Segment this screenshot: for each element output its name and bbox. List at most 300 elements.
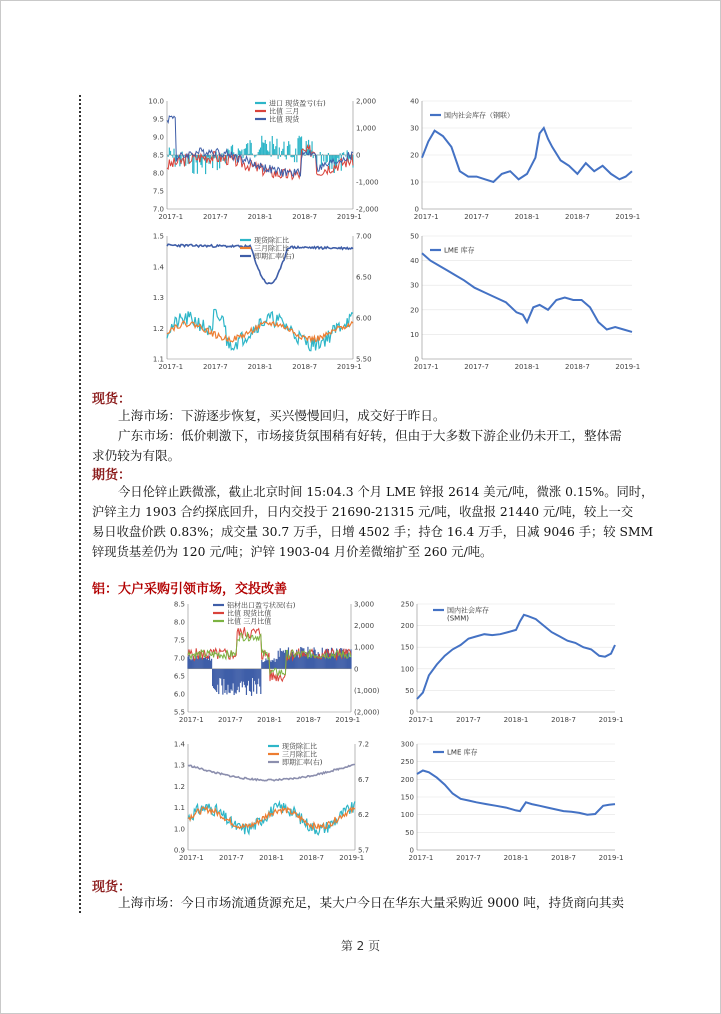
bar [259, 669, 260, 687]
chart-svg [145, 97, 385, 227]
zinc-futures-line3: 易日收盘价跌 0.83%；成交量 30.7 万手，日增 4502 手；持仓 16.4 万手，日减 9046 手；较 SMM [92, 525, 654, 539]
zinc-spot-heading: 现货： [92, 392, 132, 407]
bar [190, 660, 191, 669]
bar [283, 142, 284, 155]
y-tick-label: 200 [400, 622, 414, 631]
x-tick-label: 2017-7 [464, 363, 489, 371]
bar [172, 155, 173, 158]
legend-label: 比值 三月 [269, 107, 300, 116]
x-tick-label: 2018-7 [299, 854, 324, 862]
bar [340, 153, 341, 155]
legend-label: 进口 现货盈亏(右) [269, 99, 326, 108]
bar [258, 669, 259, 679]
bar [276, 139, 277, 155]
legend-label: (SMM) [447, 614, 469, 623]
aluminum-shanghai-market: 上海市场：今日市场流通货源充足，某大户今日在华东大量采购近 9000 吨，持货商向其卖 [118, 895, 625, 910]
bar [221, 669, 222, 686]
series-line [422, 253, 632, 332]
bar [244, 149, 245, 155]
bar [342, 153, 343, 155]
y-tick-label: 1.2 [173, 782, 185, 791]
y2-tick-label: 6.50 [356, 273, 372, 282]
bar [280, 155, 281, 157]
y-tick-label: 250 [400, 600, 414, 609]
bar [220, 669, 221, 679]
bar [296, 155, 297, 162]
bar [239, 150, 240, 155]
y2-tick-label: (2,000) [354, 708, 380, 717]
y-tick-label: 1.0 [173, 825, 185, 834]
bar [268, 152, 269, 155]
y-tick-label: 9.0 [152, 133, 164, 142]
bar [298, 657, 299, 668]
y-tick-label: 5.5 [173, 708, 185, 717]
zinc-futures-line4: 锌现货基差仍为 120 元/吨；沪锌 1903-04 月价差微缩扩至 260 元/吨。 [92, 545, 493, 559]
y-tick-label: 1.3 [152, 294, 164, 302]
chart-zinc-lme-inventory [400, 232, 640, 377]
x-tick-label: 2019-1 [336, 363, 362, 371]
bar [269, 141, 270, 155]
y-tick-label: 1.1 [152, 355, 164, 364]
legend-label: LME 库存 [447, 748, 478, 757]
x-tick-label: 2017-7 [202, 363, 228, 371]
bar [272, 660, 273, 668]
bar [254, 669, 255, 681]
bar [313, 155, 314, 158]
bar [235, 669, 236, 693]
bar [260, 669, 261, 694]
bar [271, 155, 272, 157]
bar [218, 669, 219, 694]
bar [244, 669, 245, 685]
bar [203, 658, 204, 669]
y-tick-label: 6.5 [173, 672, 185, 681]
y-tick-label: 1.2 [152, 324, 164, 333]
y2-tick-label: -1,000 [356, 178, 379, 187]
legend-label: 比值 现货 [269, 115, 300, 124]
bar [270, 662, 271, 669]
legend-label: 现货除汇比 [282, 742, 317, 751]
y2-tick-label: 6.2 [358, 811, 370, 820]
bar [321, 155, 322, 166]
bar [261, 660, 262, 669]
bar [251, 143, 252, 155]
chart-svg [393, 600, 623, 730]
bar [240, 669, 241, 683]
y-tick-label: 1.3 [173, 761, 185, 770]
chart-al-ratio [168, 600, 383, 730]
y2-tick-label: 6.7 [358, 775, 370, 784]
series-line [188, 765, 355, 781]
y2-tick-label: 3,000 [354, 600, 375, 609]
y-tick-label: 0 [409, 708, 414, 717]
chart-al-lme-inventory [393, 740, 623, 868]
bar [287, 146, 288, 155]
y-tick-label: 0 [414, 205, 419, 214]
y2-tick-label: 7.00 [356, 232, 372, 241]
y-tick-label: 100 [400, 665, 414, 674]
bar [242, 155, 243, 158]
bar [313, 647, 314, 668]
bar [228, 669, 229, 693]
legend-label: LME 库存 [444, 246, 475, 255]
bar [345, 155, 346, 157]
x-tick-label: 2017-1 [408, 716, 434, 724]
y-tick-label: 8.5 [173, 600, 185, 609]
bar [272, 136, 273, 155]
y-tick-label: 200 [400, 775, 414, 784]
y-tick-label: 8.5 [152, 151, 164, 160]
bar [216, 669, 217, 692]
bar [320, 152, 321, 155]
y2-tick-label: (1,000) [354, 686, 380, 695]
bar [249, 140, 250, 155]
y-tick-label: 20 [410, 306, 419, 315]
bar [168, 155, 169, 157]
chart-zinc-fx-ratio [145, 232, 385, 377]
y-tick-label: 0.9 [173, 846, 185, 855]
bar [288, 141, 289, 155]
bar [280, 648, 281, 669]
bar [266, 660, 267, 668]
bar [300, 137, 301, 155]
x-tick-label: 2018-7 [292, 213, 318, 221]
chart-svg [145, 232, 385, 377]
bar [248, 669, 249, 681]
legend-label: 比值 三月比值 [227, 617, 272, 626]
y-tick-label: 40 [410, 97, 419, 106]
y-tick-label: 30 [410, 281, 419, 290]
bar [230, 669, 231, 690]
bar [239, 669, 240, 692]
y-tick-label: 250 [400, 758, 414, 767]
chart-svg [393, 740, 623, 868]
bar [323, 656, 324, 669]
y-tick-label: 50 [405, 828, 414, 837]
bar [343, 152, 344, 155]
series-line [417, 771, 615, 815]
bar [293, 155, 294, 157]
bar [281, 651, 282, 669]
bar [229, 669, 230, 693]
bar [213, 669, 214, 688]
bar [263, 662, 264, 669]
bar [234, 669, 235, 695]
zinc-guangdong-line2: 求仍较为有限。 [92, 448, 181, 463]
bar [289, 144, 290, 155]
bar [256, 669, 257, 694]
legend-label: 三月除汇比 [282, 750, 317, 759]
bar [271, 660, 272, 669]
bar [266, 144, 267, 155]
bar [243, 669, 244, 682]
bar [274, 658, 275, 668]
bar [279, 657, 280, 669]
y-tick-label: 40 [410, 257, 419, 266]
y-tick-label: 7.5 [173, 636, 185, 645]
x-tick-label: 2017-7 [202, 213, 228, 221]
y2-tick-label: 2,000 [356, 97, 377, 106]
bar [251, 669, 252, 696]
bar [238, 148, 239, 155]
zinc-futures-heading: 期货： [92, 468, 132, 483]
bar [173, 149, 174, 155]
y2-tick-label: 5.50 [356, 355, 372, 364]
bar [245, 148, 246, 155]
y-tick-label: 20 [410, 151, 419, 160]
bar [297, 655, 298, 669]
bar [241, 669, 242, 682]
bar [225, 669, 226, 690]
bar [231, 669, 232, 691]
page-number: 第 2 页 [340, 939, 381, 953]
bar [282, 651, 283, 668]
y-tick-label: 150 [400, 643, 414, 652]
bar [193, 155, 194, 174]
series-line [167, 321, 353, 342]
bar [279, 147, 280, 155]
y-tick-label: 100 [400, 811, 414, 820]
bar [310, 658, 311, 669]
x-tick-label: 2019-1 [615, 213, 641, 221]
y2-tick-label: 2,000 [354, 622, 375, 631]
legend-label: 铝材出口盈亏状况(右) [227, 601, 296, 610]
bar [204, 658, 205, 669]
bar [263, 143, 264, 155]
bar [257, 669, 258, 684]
x-tick-label: 2018-7 [551, 716, 576, 724]
y2-tick-label: 5.7 [358, 846, 370, 855]
legend-label: 三月除汇比 [254, 244, 289, 253]
zinc-shanghai-market: 上海市场：下游逐步恢复，买兴慢慢回归，成交好于昨日。 [118, 408, 446, 423]
bar [284, 653, 285, 669]
x-tick-label: 2017-1 [178, 716, 204, 724]
x-tick-label: 2017-1 [158, 363, 184, 371]
bar [246, 669, 247, 695]
x-tick-label: 2018-7 [565, 213, 590, 221]
bar [212, 669, 213, 686]
y2-tick-label: -2,000 [356, 205, 379, 214]
y-tick-label: 150 [400, 793, 414, 802]
bar [242, 669, 243, 688]
x-tick-label: 2018-7 [565, 363, 590, 371]
series-line [167, 116, 353, 177]
x-tick-label: 2018-1 [514, 213, 540, 221]
bar [327, 155, 328, 162]
bar [210, 661, 211, 669]
bar [197, 659, 198, 669]
bar [249, 669, 250, 691]
legend-label: 现货除汇比 [254, 236, 289, 245]
bar [206, 659, 207, 669]
bar [295, 149, 296, 155]
legend-label: 国内社会库存（钢联） [444, 111, 514, 120]
series-line [188, 801, 355, 834]
bar [224, 669, 225, 693]
bar [238, 669, 239, 687]
legend-label: 比值 现货比值 [227, 609, 272, 618]
bar [278, 155, 279, 159]
bar [292, 155, 293, 157]
bar [255, 669, 256, 685]
bar [209, 656, 210, 669]
y-tick-label: 50 [410, 232, 419, 241]
bar [308, 657, 309, 669]
x-tick-label: 2017-7 [219, 854, 244, 862]
y-tick-label: 1.1 [173, 804, 185, 813]
bar [315, 650, 316, 669]
series-line [417, 615, 615, 699]
bar [170, 151, 171, 155]
bar [264, 661, 265, 669]
legend-label: 即期汇率(右) [282, 758, 323, 767]
bar [297, 138, 298, 155]
bar [267, 660, 268, 669]
bar [274, 149, 275, 155]
bar [253, 669, 254, 692]
bar [323, 155, 324, 161]
bar [324, 657, 325, 669]
bar [208, 660, 209, 669]
bar [299, 136, 300, 155]
bar [328, 153, 329, 155]
x-tick-label: 2017-7 [456, 716, 481, 724]
x-tick-label: 2019-1 [335, 716, 361, 724]
bar [247, 669, 248, 686]
x-tick-label: 2019-1 [598, 716, 624, 724]
bar [325, 155, 326, 163]
x-tick-label: 2017-1 [408, 854, 434, 862]
x-tick-label: 2017-1 [413, 213, 439, 221]
bar [278, 651, 279, 669]
y-tick-label: 10 [410, 330, 419, 339]
zinc-futures-line2: 沪锌主力 1903 合约探底回升，日内交投于 21690-21315 元/吨，收盘报 21440 元/吨，较上一交 [92, 505, 634, 519]
y-tick-label: 8.0 [152, 169, 164, 178]
x-tick-label: 2017-1 [178, 854, 204, 862]
y2-tick-label: 1,000 [356, 124, 377, 133]
bar [275, 146, 276, 155]
bar [349, 657, 350, 669]
y-tick-label: 0 [409, 846, 414, 855]
x-tick-label: 2018-1 [257, 716, 282, 724]
bar [290, 155, 291, 157]
bar [226, 669, 227, 695]
bar [237, 669, 238, 690]
bar [260, 148, 261, 155]
x-tick-label: 2017-7 [456, 854, 481, 862]
x-tick-label: 2019-1 [339, 854, 365, 862]
bar [338, 656, 339, 669]
bar [294, 155, 295, 162]
y2-tick-label: 0 [356, 151, 361, 160]
aluminum-spot-heading: 现货： [92, 880, 132, 895]
chart-svg [400, 97, 640, 227]
x-tick-label: 2019-1 [336, 213, 362, 221]
y-tick-label: 1.4 [173, 740, 185, 749]
bar [222, 669, 223, 695]
bar [169, 148, 170, 155]
x-tick-label: 2019-1 [598, 854, 624, 862]
bar [300, 647, 301, 669]
y-tick-label: 10 [410, 178, 419, 187]
y-tick-label: 30 [410, 124, 419, 133]
chart-svg [168, 740, 383, 868]
y-tick-label: 9.5 [152, 115, 164, 124]
bar [210, 155, 211, 159]
bar [236, 669, 237, 694]
bar [339, 654, 340, 669]
y-tick-label: 0 [414, 355, 419, 364]
y-tick-label: 8.0 [173, 618, 185, 627]
x-tick-label: 2018-1 [503, 854, 529, 862]
legend-label: 国内社会库存 [447, 606, 489, 615]
y-tick-label: 50 [405, 686, 414, 695]
x-tick-label: 2018-1 [259, 854, 284, 862]
bar [240, 151, 241, 155]
x-tick-label: 2018-7 [292, 363, 318, 371]
bar [187, 657, 188, 669]
x-tick-label: 2017-7 [217, 716, 243, 724]
y2-tick-label: 0 [354, 665, 359, 674]
bar [192, 659, 193, 668]
bar [188, 655, 189, 669]
bar [262, 662, 263, 669]
bar [285, 155, 286, 157]
bar [262, 142, 263, 155]
y2-tick-label: 6.00 [356, 314, 372, 323]
margin-dotted-line [79, 95, 81, 913]
chart-al-fx-ratio [168, 740, 383, 868]
x-tick-label: 2018-1 [247, 213, 273, 221]
x-tick-label: 2019-1 [615, 363, 641, 371]
bar [258, 152, 259, 155]
x-tick-label: 2018-7 [296, 716, 322, 724]
bar [219, 669, 220, 678]
bar [259, 150, 260, 155]
bar [337, 155, 338, 158]
bar [282, 149, 283, 155]
bar [201, 657, 202, 668]
bar [233, 669, 234, 684]
bar [227, 669, 228, 685]
bar [286, 155, 287, 159]
bar [254, 155, 255, 157]
x-tick-label: 2017-7 [464, 213, 489, 221]
chart-zinc-social-inventory [400, 97, 640, 227]
bar [281, 151, 282, 155]
bar [267, 150, 268, 155]
legend-label: 即期汇率(右) [254, 252, 295, 261]
y-tick-label: 300 [400, 740, 414, 749]
chart-zinc-ratio [145, 97, 385, 227]
bar [214, 669, 215, 689]
bar [265, 140, 266, 155]
bar [202, 659, 203, 669]
bar [246, 144, 247, 155]
bar [205, 657, 206, 669]
bar [250, 669, 251, 692]
bar [217, 669, 218, 685]
bar [252, 669, 253, 678]
bar [265, 658, 266, 668]
x-tick-label: 2018-1 [247, 363, 273, 371]
bar [189, 659, 190, 669]
bar [273, 144, 274, 155]
bar [276, 659, 277, 669]
bar [261, 136, 262, 155]
y2-tick-label: 7.2 [358, 740, 370, 749]
zinc-futures-line1: 今日伦锌止跌微涨，截止北京时间 15:04.3 个月 LME 锌报 2614 美元/吨，微涨 0.15%。同时， [118, 485, 654, 499]
